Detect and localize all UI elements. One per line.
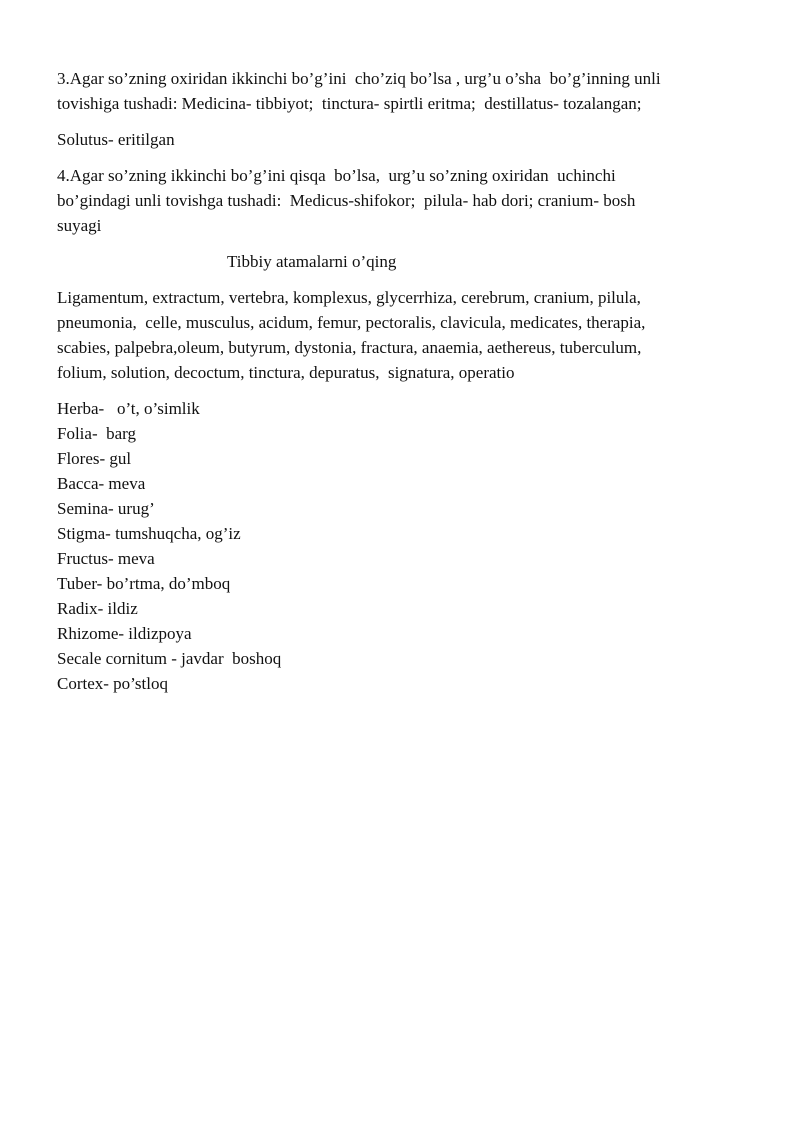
terms-line-3: scabies, palpebra,oleum, butyrum, dystonia, fractura, anaemia, aethereus, tuberculum, <box>57 338 642 357</box>
terms-paragraph <box>57 285 747 385</box>
glossary-list <box>57 396 747 696</box>
glossary-item: Stigma- tumshuqcha, og’iz <box>57 524 241 543</box>
glossary-item: Tuber- bo’rtma, do’mboq <box>57 574 231 593</box>
glossary-item: Bacca- meva <box>57 474 146 493</box>
glossary-item: Radix- ildiz <box>57 599 138 618</box>
terms-line-2: pneumonia, celle, musculus, acidum, femur, pectoralis, clavicula, medicates, therapia, <box>57 313 646 332</box>
document-page <box>57 66 747 696</box>
section-heading: Tibbiy atamalarni o’qing <box>227 252 397 271</box>
terms-line-1: Ligamentum, extractum, vertebra, komplexus, glycerrhiza, cerebrum, cranium, pilula, <box>57 288 641 307</box>
rule-3-continuation: Solutus- eritilgan <box>57 130 175 149</box>
glossary-item: Cortex- po’stloq <box>57 674 168 693</box>
glossary-item: Secale cornitum - javdar boshoq <box>57 649 282 668</box>
terms-line-4: folium, solution, decoctum, tinctura, depuratus, signatura, operatio <box>57 363 515 382</box>
glossary-item: Rhizome- ildizpoya <box>57 624 192 643</box>
rule-3-line-1: 3.Agar so’zning oxiridan ikkinchi bo’g’ini cho’ziq bo’lsa , urg’u o’sha bo’g’inning unli <box>57 69 661 88</box>
rule-4-paragraph <box>57 163 747 238</box>
rule-4-line-1: 4.Agar so’zning ikkinchi bo’g’ini qisqa bo’lsa, urg’u so’zning oxiridan uchinchi <box>57 166 616 185</box>
glossary-item: Semina- urug’ <box>57 499 155 518</box>
rule-4-line-2: bo’gindagi unli tovishga tushadi: Medicus-shifokor; pilula- hab dori; cranium- bosh <box>57 191 636 210</box>
rule-3-line-2: tovishiga tushadi: Medicina- tibbiyot; tinctura- spirtli eritma; destillatus- tozalangan; <box>57 94 642 113</box>
rule-3-paragraph <box>57 66 747 116</box>
glossary-item: Fructus- meva <box>57 549 155 568</box>
glossary-item: Flores- gul <box>57 449 132 468</box>
rule-4-line-3: suyagi <box>57 216 102 235</box>
glossary-item: Herba- o’t, o’simlik <box>57 399 200 418</box>
glossary-item: Folia- barg <box>57 424 137 443</box>
